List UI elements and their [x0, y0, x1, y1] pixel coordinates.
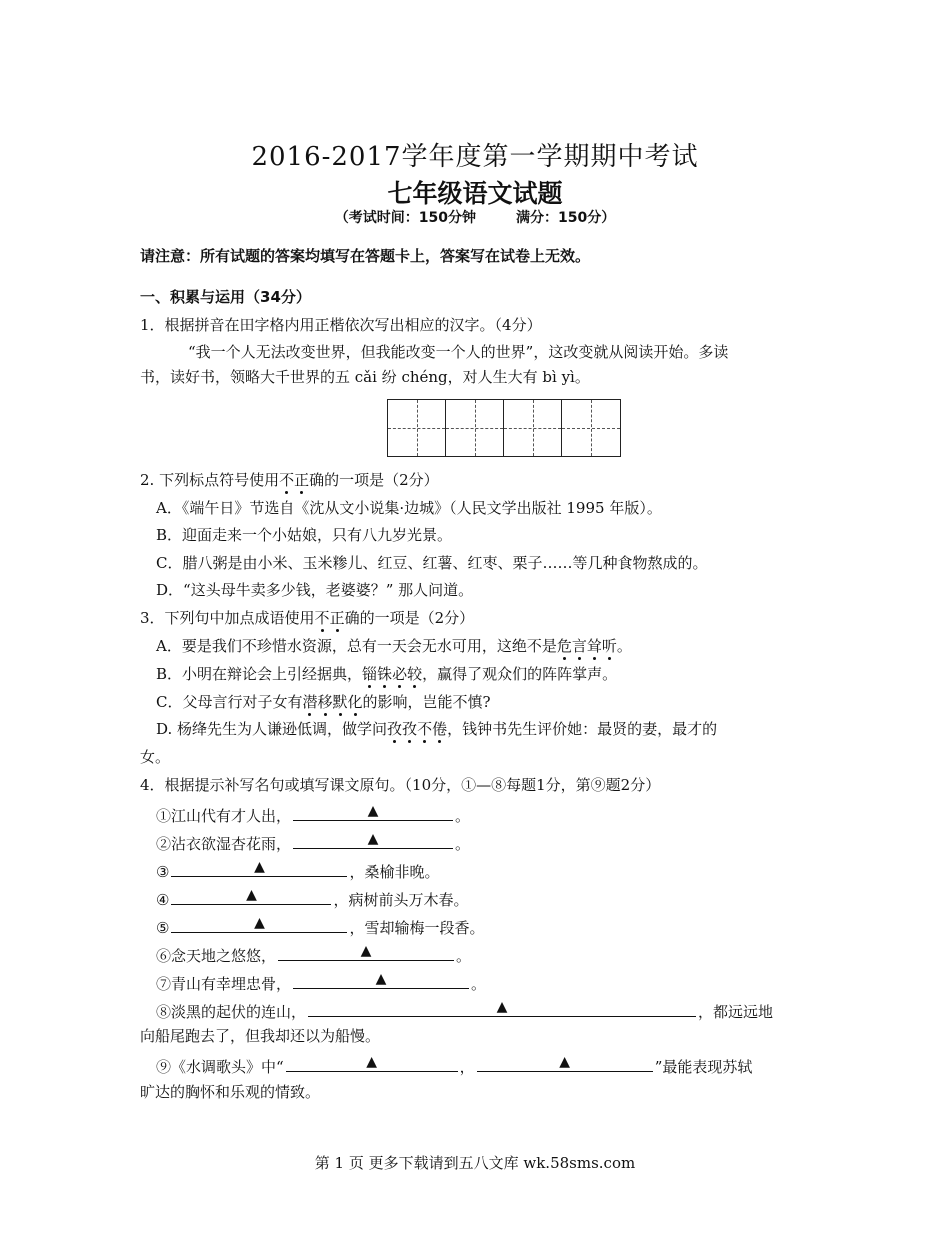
q2-option-b: B．迎面走来一个小姑娘，只有八九岁光景。: [156, 526, 453, 544]
q4-item-3: [156, 858, 820, 883]
q4-item-text: ，桑榆非晚。: [349, 863, 440, 881]
q2-option-c: C．腊八粥是由小米、玉米糁儿、红豆、红薯、红枣、栗子……等几种食物熬成的。: [156, 554, 708, 572]
q3-option-d: [156, 718, 820, 740]
q2-stem-part: 的一项是（2分）: [324, 471, 439, 489]
q3-stem-part: 的一项是（2分）: [359, 609, 475, 627]
q4-item-text: ，都远远地: [698, 1003, 774, 1021]
blank-marker: ▲: [367, 831, 379, 847]
answer-blank[interactable]: [286, 1053, 458, 1072]
q4-item-1: [156, 802, 820, 827]
q3-option-b: [156, 663, 820, 685]
answer-blank[interactable]: [171, 886, 331, 905]
q2-stem: [140, 469, 820, 491]
blank-marker: ▲: [496, 999, 508, 1015]
blank-marker: ▲: [254, 915, 265, 931]
answer-blank[interactable]: [293, 830, 453, 849]
q3-emphasis: 不正确: [314, 609, 360, 627]
answer-blank[interactable]: [171, 858, 347, 877]
grid-cell[interactable]: [446, 400, 504, 456]
q4-item-text: ④: [156, 891, 170, 909]
q2-emphasis: 不正确: [279, 471, 325, 489]
q3-stem: [140, 607, 820, 629]
answer-blank[interactable]: [171, 914, 347, 933]
q4-item-text: 。: [471, 975, 487, 993]
q2-option-a: A．《端午日》节选自《沈从文小说集·边城》（人民文学出版社 1995 年版）。: [156, 499, 662, 517]
grid-cell[interactable]: [504, 400, 562, 456]
exam-info: [0, 207, 950, 227]
q4-stem: 4．根据提示补写名句或填写课文原句。（10分，①—⑧每题1分，第⑨题2分）: [140, 776, 661, 794]
q3-a-text: 。: [616, 637, 632, 655]
exam-title: 2016-2017学年度第一学期期中考试: [251, 142, 699, 172]
q4-item-text: ⑦青山有幸埋忠骨，: [156, 975, 292, 993]
q4-item-text: ⑤: [156, 919, 170, 937]
q4-item-4: [156, 886, 820, 911]
q3-d-text: D. 杨绛先生为人谦逊低调，做学问: [156, 720, 388, 738]
q4-item-text: ⑨《水调歌头》中“: [156, 1058, 284, 1076]
q4-item-2: [156, 830, 820, 855]
q3-c-idiom: 潜移默化: [302, 693, 363, 711]
q3-stem-part: 3．下列句中加点成语使用: [140, 609, 315, 627]
q3-b-idiom: 锱铢必较: [362, 665, 423, 683]
q4-item-text: ”最能表现苏轼: [654, 1058, 753, 1076]
blank-marker: ▲: [375, 971, 387, 987]
q2-stem-part: 2. 下列标点符号使用: [140, 471, 280, 489]
q4-item-5: [156, 914, 820, 939]
q3-b-text: ，赢得了观众们的阵阵掌声。: [422, 665, 618, 683]
q3-a-text: A．要是我们不珍惜水资源，总有一天会无水可用，这绝不是: [156, 637, 557, 655]
blank-marker: ▲: [366, 1054, 378, 1070]
blank-marker: ▲: [367, 803, 379, 819]
exam-time: （考试时间：150分钟: [334, 210, 476, 226]
q3-option-d-cont: 女。: [140, 748, 171, 766]
blank-marker: ▲: [254, 859, 265, 875]
q3-a-idiom: 危言耸听: [556, 637, 617, 655]
answer-blank[interactable]: [278, 942, 454, 961]
q4-item-text: ，雪却输梅一段香。: [349, 919, 485, 937]
notice: 请注意：所有试题的答案均填写在答题卡上，答案写在试卷上无效。: [140, 247, 591, 265]
q1-stem: 1．根据拼音在田字格内用正楷依次写出相应的汉字。（4分）: [140, 316, 542, 334]
grid-cell[interactable]: [562, 400, 620, 456]
q4-item-6: [156, 942, 820, 967]
answer-blank[interactable]: [293, 970, 469, 989]
q4-item-text: ，: [459, 1058, 475, 1076]
exam-score: 满分：150分）: [516, 210, 616, 226]
q4-item-8: [156, 998, 820, 1023]
q4-item-9-cont: 旷达的胸怀和乐观的情致。: [140, 1083, 321, 1101]
q3-option-a: [156, 635, 820, 657]
q4-item-text: ②沾衣欲湿杏花雨，: [156, 835, 292, 853]
q3-option-c: [156, 691, 820, 713]
q4-item-text: 。: [456, 947, 472, 965]
q2-option-d: D．“这头母牛卖多少钱，老婆婆？” 那人问道。: [156, 581, 474, 599]
q3-b-text: B．小明在辩论会上引经据典，: [156, 665, 363, 683]
q1-passage-line1: “我一个人无法改变世界，但我能改变一个人的世界”，这改变就从阅读开始。多读: [188, 343, 729, 361]
q3-d-text: ，钱钟书先生评价她：最贤的妻，最才的: [447, 720, 718, 738]
answer-blank[interactable]: [308, 998, 696, 1017]
q3-c-text: 的影响，岂能不慎?: [362, 693, 491, 711]
q4-item-7: [156, 970, 820, 995]
section-heading: 一、积累与运用（34分）: [140, 288, 311, 306]
q4-item-text: ①江山代有才人出，: [156, 807, 292, 825]
page-footer: 第 1 页 更多下载请到五八文库 wk.58sms.com: [314, 1154, 636, 1172]
grid-cell[interactable]: [388, 400, 446, 456]
q4-item-text: ⑥念天地之悠悠，: [156, 947, 277, 965]
exam-subtitle: 七年级语文试题: [387, 179, 563, 208]
q4-item-text: 。: [455, 807, 471, 825]
answer-blank[interactable]: [477, 1053, 653, 1072]
q1-passage-line2: 书，读好书，领略大千世界的五 cǎi 纷 chéng，对人生大有 bì yì。: [140, 368, 590, 386]
q4-item-9: [156, 1053, 820, 1078]
q3-d-idiom: 孜孜不倦: [387, 720, 448, 738]
q4-item-text: 。: [455, 835, 471, 853]
q4-item-text: ③: [156, 863, 170, 881]
q3-c-text: C．父母言行对子女有: [156, 693, 303, 711]
q4-item-text: ，病树前头万木春。: [333, 891, 469, 909]
q4-item-8-cont: 向船尾跑去了，但我却还以为船慢。: [140, 1027, 381, 1045]
blank-marker: ▲: [559, 1054, 571, 1070]
blank-marker: ▲: [360, 943, 372, 959]
blank-marker: ▲: [246, 887, 257, 903]
answer-blank[interactable]: [293, 802, 453, 821]
tianzige-grid[interactable]: [387, 399, 621, 457]
q4-item-text: ⑧淡黑的起伏的连山，: [156, 1003, 307, 1021]
